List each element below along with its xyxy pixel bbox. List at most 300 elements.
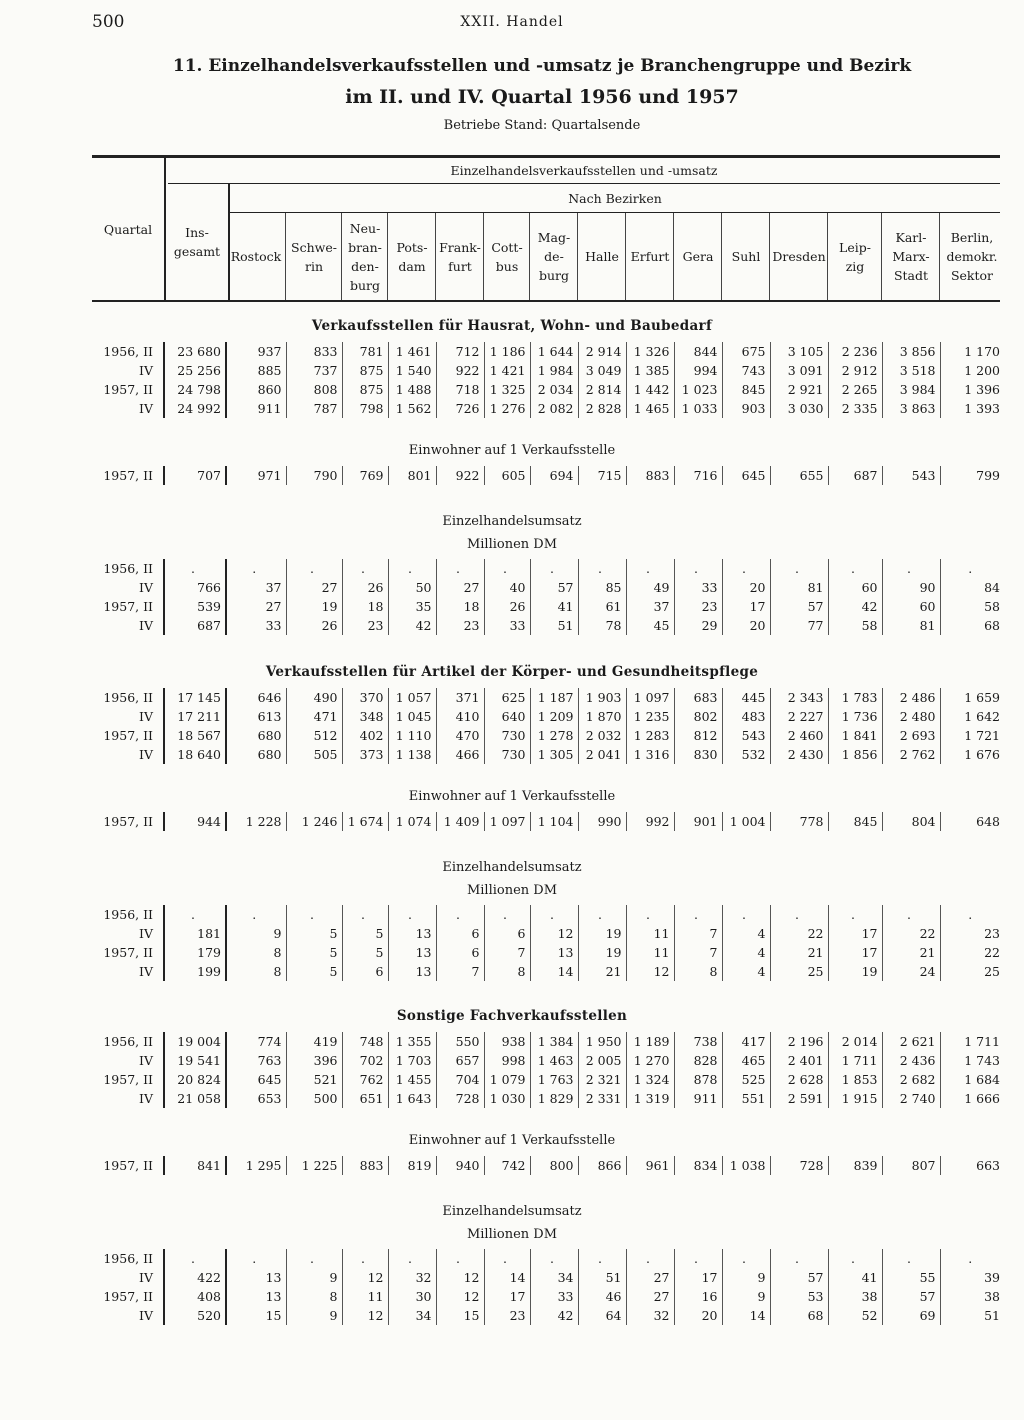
header-col-7: Halle (585, 249, 619, 264)
table-cell: 903 (722, 399, 770, 418)
table-cell: 1 455 (388, 1070, 436, 1089)
table-cell: 2 912 (828, 361, 882, 380)
data-table (92, 1032, 1004, 1108)
table-row (92, 1268, 1004, 1287)
table-cell: 1 829 (530, 1089, 578, 1108)
table-cell: 18 567 (164, 726, 226, 745)
table-cell: 2 196 (770, 1032, 828, 1051)
table-cell: 1 023 (674, 380, 722, 399)
table-row (92, 361, 1004, 380)
table-cell: 12 (436, 1287, 484, 1306)
table-cell: 12 (342, 1306, 388, 1325)
table-cell: . (342, 1249, 388, 1268)
table-cell: 1 385 (626, 361, 674, 380)
table-cell: 828 (674, 1051, 722, 1070)
table-row (92, 688, 1004, 707)
table-cell: 81 (770, 578, 828, 597)
table-row (92, 1032, 1004, 1051)
table-cell: 11 (626, 924, 674, 943)
data-table (92, 1249, 1004, 1325)
umsatz-unit: Millionen DM (466, 537, 558, 552)
table-cell: 1 057 (388, 688, 436, 707)
table-cell: 37 (226, 578, 286, 597)
data-table (92, 905, 1004, 981)
table-cell: 23 (484, 1306, 530, 1325)
table-cell: 875 (342, 361, 388, 380)
table-cell: 2 762 (882, 745, 940, 764)
table-cell: 2 082 (530, 399, 578, 418)
table-cell: 998 (484, 1051, 530, 1070)
table-cell: 702 (342, 1051, 388, 1070)
table-cell: . (882, 905, 940, 924)
table-cell: 875 (342, 380, 388, 399)
table-cell: 9 (722, 1287, 770, 1306)
table-cell: 19 (578, 924, 626, 943)
header-bottom-rule (92, 300, 1000, 302)
row-label: 1957, II (92, 597, 164, 616)
table-row (92, 905, 1004, 924)
table-cell: 33 (674, 578, 722, 597)
row-label: 1957, II (92, 466, 164, 485)
table-cell: 8 (286, 1287, 342, 1306)
header-col-1: Schwe- rin (291, 239, 337, 274)
table-cell: 1 562 (388, 399, 436, 418)
page-number: 500 (92, 12, 125, 32)
table-cell: 5 (342, 924, 388, 943)
table-cell: 26 (286, 616, 342, 635)
table-cell: 804 (882, 812, 940, 831)
table-cell: 42 (828, 597, 882, 616)
table-cell: 12 (530, 924, 578, 943)
data-table (92, 812, 1004, 831)
table-title: 11. Einzelhandelsverkaufsstellen und -umsatz je Branchengruppe und Bezirk (172, 56, 912, 76)
table-cell: . (968, 1251, 973, 1266)
table-row (92, 812, 1004, 831)
table-cell: 3 049 (578, 361, 626, 380)
header-col-9: Gera (682, 249, 714, 264)
table-cell: 2 227 (770, 707, 828, 726)
row-label: 1956, II (92, 559, 164, 578)
table-cell: 3 518 (882, 361, 940, 380)
table-cell: 6 (436, 924, 484, 943)
table-cell: 13 (226, 1287, 286, 1306)
table-cell: 52 (828, 1306, 882, 1325)
row-label: 1956, II (92, 1032, 164, 1051)
table-cell: 17 (484, 1287, 530, 1306)
table-cell: 2 682 (882, 1070, 940, 1089)
table-cell: 1 856 (828, 745, 882, 764)
table-cell: . (770, 905, 828, 924)
table-cell: 1 270 (626, 1051, 674, 1070)
table-cell: 483 (722, 707, 770, 726)
table-cell: 2 335 (828, 399, 882, 418)
data-table (92, 342, 1004, 418)
table-cell: 2 740 (882, 1089, 940, 1108)
table-cell: 1 870 (578, 707, 626, 726)
table-cell: . (342, 559, 388, 578)
table-cell: . (882, 1249, 940, 1268)
table-cell: 808 (286, 380, 342, 399)
table-cell: 1 079 (484, 1070, 530, 1089)
umsatz-label: Einzelhandelsumsatz (442, 1204, 582, 1219)
table-row (92, 726, 1004, 745)
row-label: 1957, II (92, 726, 164, 745)
table-cell: 648 (976, 814, 1000, 829)
table-cell: . (436, 905, 484, 924)
table-cell: 2 914 (578, 342, 626, 361)
row-label: 1957, II (92, 1156, 164, 1175)
table-cell: 2 430 (770, 745, 828, 764)
table-cell: 763 (226, 1051, 286, 1070)
table-cell: 1 915 (828, 1089, 882, 1108)
table-cell: 81 (882, 616, 940, 635)
row-label: IV (92, 578, 164, 597)
table-cell: 645 (226, 1070, 286, 1089)
table-cell: 866 (578, 1156, 626, 1175)
table-cell: 17 (828, 943, 882, 962)
table-cell: 1 228 (226, 812, 286, 831)
table-cell: 12 (342, 1268, 388, 1287)
header-col-4: Frank- furt (439, 239, 481, 274)
table-cell: 505 (286, 745, 342, 764)
table-cell: 6 (436, 943, 484, 962)
table-cell: 715 (578, 466, 626, 485)
table-cell: 13 (388, 943, 436, 962)
table-cell: 655 (770, 466, 828, 485)
table-cell: 762 (342, 1070, 388, 1089)
table-cell: 812 (674, 726, 722, 745)
table-cell: 5 (286, 943, 342, 962)
table-cell: . (342, 905, 388, 924)
table-cell: 24 798 (164, 380, 226, 399)
table-cell: 46 (578, 1287, 626, 1306)
table-cell: 53 (770, 1287, 828, 1306)
table-cell: 990 (578, 812, 626, 831)
table-row (92, 399, 1004, 418)
table-cell: 7 (674, 924, 722, 943)
data-table (92, 466, 1004, 485)
table-row (92, 1287, 1004, 1306)
table-cell: 704 (436, 1070, 484, 1089)
table-cell: 500 (286, 1089, 342, 1108)
table-cell: 23 680 (164, 342, 226, 361)
table-cell: 1 110 (388, 726, 436, 745)
row-label: 1956, II (92, 342, 164, 361)
row-label: 1957, II (92, 380, 164, 399)
table-cell: 68 (984, 618, 1000, 633)
table-cell: 961 (626, 1156, 674, 1175)
table-cell: 23 (342, 616, 388, 635)
table-cell: 58 (984, 599, 1000, 614)
table-cell: 657 (436, 1051, 484, 1070)
table-cell: 18 (436, 597, 484, 616)
table-cell: 199 (164, 962, 226, 981)
header-col-2: Neu- bran- den- burg (348, 220, 382, 293)
row-label: IV (92, 962, 164, 981)
row-label: IV (92, 924, 164, 943)
table-cell: 1 721 (964, 728, 1000, 743)
header-quartal: Quartal (103, 221, 153, 237)
table-cell: 17 211 (164, 707, 226, 726)
table-row (92, 578, 1004, 597)
table-row (92, 1249, 1004, 1268)
table-cell: 60 (828, 578, 882, 597)
table-cell: 445 (722, 688, 770, 707)
table-cell: 5 (286, 924, 342, 943)
table-cell: 9 (286, 1268, 342, 1287)
table-cell: 2 486 (882, 688, 940, 707)
table-cell: 22 (882, 924, 940, 943)
table-cell: 16 (674, 1287, 722, 1306)
table-cell: 2 265 (828, 380, 882, 399)
header-span-bezirke: Nach Bezirken (568, 190, 662, 206)
table-cell: 17 145 (164, 688, 226, 707)
table-cell: 2 005 (578, 1051, 626, 1070)
table-cell: 39 (984, 1270, 1000, 1285)
row-label: 1957, II (92, 1287, 164, 1306)
table-cell: 883 (342, 1156, 388, 1175)
table-cell: . (530, 1249, 578, 1268)
table-cell: 470 (436, 726, 484, 745)
table-row (92, 342, 1004, 361)
table-cell: 543 (882, 466, 940, 485)
table-cell: 730 (484, 745, 530, 764)
table-cell: 34 (530, 1268, 578, 1287)
table-cell: 1 324 (626, 1070, 674, 1089)
table-cell: 787 (286, 399, 342, 418)
table-cell: 1 033 (674, 399, 722, 418)
table-cell: 687 (828, 466, 882, 485)
table-cell: 1 666 (964, 1091, 1000, 1106)
table-cell: 42 (530, 1306, 578, 1325)
table-cell: 19 004 (164, 1032, 226, 1051)
table-row (92, 559, 1004, 578)
table-cell: 6 (484, 924, 530, 943)
table-cell: . (484, 905, 530, 924)
table-cell: 21 058 (164, 1089, 226, 1108)
table-cell: 465 (722, 1051, 770, 1070)
table-title-line2: im II. und IV. Quartal 1956 und 1957 (345, 86, 739, 108)
table-cell: 64 (578, 1306, 626, 1325)
table-cell: 49 (626, 578, 674, 597)
table-cell: . (226, 559, 286, 578)
table-cell: . (436, 1249, 484, 1268)
table-cell: 13 (388, 962, 436, 981)
table-cell: 24 992 (164, 399, 226, 418)
data-table (92, 559, 1004, 635)
table-cell: 27 (226, 597, 286, 616)
table-cell: 20 (722, 578, 770, 597)
table-row (92, 962, 1004, 981)
table-cell: . (882, 559, 940, 578)
table-cell: . (484, 559, 530, 578)
table-cell: . (626, 1249, 674, 1268)
table-cell: 833 (286, 342, 342, 361)
table-cell: . (674, 559, 722, 578)
table-cell: 14 (530, 962, 578, 981)
table-cell: 42 (388, 616, 436, 635)
table-cell: 27 (436, 578, 484, 597)
table-cell: 1 209 (530, 707, 578, 726)
table-cell: 2 034 (530, 380, 578, 399)
header-col-12: Leip- zig (839, 239, 871, 274)
table-cell: . (722, 905, 770, 924)
table-cell: 21 (882, 943, 940, 962)
table-cell: 525 (722, 1070, 770, 1089)
header-span-top: Einzelhandelsverkaufsstellen und -umsatz (450, 163, 718, 178)
table-cell: . (578, 1249, 626, 1268)
table-cell: 1 674 (342, 812, 388, 831)
table-cell: 766 (164, 578, 226, 597)
table-row (92, 745, 1004, 764)
header-col-13: Karl- Marx- Stadt (892, 230, 930, 283)
table-cell: 179 (164, 943, 226, 962)
table-cell: . (388, 559, 436, 578)
table-cell: 613 (226, 707, 286, 726)
table-cell: 798 (342, 399, 388, 418)
table-cell: 651 (342, 1089, 388, 1108)
table-cell: . (286, 559, 342, 578)
table-cell: 13 (226, 1268, 286, 1287)
table-cell: 25 256 (164, 361, 226, 380)
table-cell: 25 (770, 962, 828, 981)
table-cell: 937 (226, 342, 286, 361)
table-cell: 551 (722, 1089, 770, 1108)
header-col-14: Berlin, demokr. Sektor (946, 230, 998, 283)
table-cell: 807 (882, 1156, 940, 1175)
table-cell: 25 (984, 964, 1000, 979)
table-cell: 8 (484, 962, 530, 981)
umsatz-label: Einzelhandelsumsatz (442, 860, 582, 875)
table-cell: 845 (828, 812, 882, 831)
table-cell: 938 (484, 1032, 530, 1051)
table-cell: 1 421 (484, 361, 530, 380)
table-cell: 841 (164, 1156, 226, 1175)
table-cell: 410 (436, 707, 484, 726)
table-cell: 41 (828, 1268, 882, 1287)
row-label: 1957, II (92, 943, 164, 962)
einwohner-label: Einwohner auf 1 Verkaufsstelle (408, 1133, 616, 1148)
table-cell: 901 (674, 812, 722, 831)
table-cell: 520 (164, 1306, 226, 1325)
table-cell: 9 (226, 924, 286, 943)
table-cell: 743 (722, 361, 770, 380)
table-cell: 408 (164, 1287, 226, 1306)
table-cell: 90 (882, 578, 940, 597)
table-cell: 543 (722, 726, 770, 745)
table-cell: 1 319 (626, 1089, 674, 1108)
table-cell: 84 (984, 580, 1000, 595)
table-cell: 8 (674, 962, 722, 981)
table-cell: 802 (674, 707, 722, 726)
table-cell: 1 643 (388, 1089, 436, 1108)
row-label: IV (92, 1051, 164, 1070)
table-cell: . (164, 559, 226, 578)
table-cell: 834 (674, 1156, 722, 1175)
table-cell: . (164, 905, 226, 924)
table-cell: 4 (722, 943, 770, 962)
table-cell: 539 (164, 597, 226, 616)
table-cell: 605 (484, 466, 530, 485)
table-cell: 2 921 (770, 380, 828, 399)
table-cell: . (226, 905, 286, 924)
table-cell: 61 (578, 597, 626, 616)
section-title: Verkaufsstellen für Hausrat, Wohn- und Baubedarf (311, 318, 713, 334)
table-row (92, 616, 1004, 635)
table-cell: 1 853 (828, 1070, 882, 1089)
table-cell: 51 (984, 1308, 1000, 1323)
table-cell: 1 736 (828, 707, 882, 726)
table-cell: 26 (484, 597, 530, 616)
table-cell: 1 186 (484, 342, 530, 361)
table-cell: 2 591 (770, 1089, 828, 1108)
table-cell: 9 (286, 1306, 342, 1325)
table-cell: 471 (286, 707, 342, 726)
row-label: 1957, II (92, 1070, 164, 1089)
table-cell: 1 703 (388, 1051, 436, 1070)
table-cell: 1 644 (530, 342, 578, 361)
table-cell: 11 (626, 943, 674, 962)
row-label: IV (92, 1306, 164, 1325)
table-row (92, 1051, 1004, 1070)
table-cell: 1 030 (484, 1089, 530, 1108)
table-cell: 27 (626, 1287, 674, 1306)
table-cell: . (286, 1249, 342, 1268)
table-cell: 23 (436, 616, 484, 635)
table-cell: 1 138 (388, 745, 436, 764)
table-cell: 640 (484, 707, 530, 726)
table-cell: 1 200 (964, 363, 1000, 378)
table-cell: . (722, 1249, 770, 1268)
table-cell: 646 (226, 688, 286, 707)
table-cell: 1 355 (388, 1032, 436, 1051)
table-cell: 417 (722, 1032, 770, 1051)
table-cell: 396 (286, 1051, 342, 1070)
table-cell: 1 463 (530, 1051, 578, 1070)
table-cell: . (226, 1249, 286, 1268)
einwohner-label: Einwohner auf 1 Verkaufsstelle (408, 789, 616, 804)
table-cell: 1 783 (828, 688, 882, 707)
table-cell: 800 (530, 1156, 578, 1175)
table-cell: 799 (976, 468, 1000, 483)
table-cell: 85 (578, 578, 626, 597)
table-cell: 2 621 (882, 1032, 940, 1051)
table-cell: . (164, 1249, 226, 1268)
header-col-11: Dresden (772, 249, 826, 264)
table-cell: 1 743 (964, 1053, 1000, 1068)
table-cell: . (626, 559, 674, 578)
table-cell: 1 170 (964, 344, 1000, 359)
table-cell: 922 (436, 361, 484, 380)
table-cell: 23 (674, 597, 722, 616)
table-cell: 1 461 (388, 342, 436, 361)
table-cell: 1 276 (484, 399, 530, 418)
table-cell: 1 659 (964, 690, 1000, 705)
chapter-heading: XXII. Handel (460, 14, 564, 30)
table-cell: 348 (342, 707, 388, 726)
table-cell: 14 (484, 1268, 530, 1287)
table-cell: 33 (226, 616, 286, 635)
table-cell: 878 (674, 1070, 722, 1089)
table-cell: 737 (286, 361, 342, 380)
table-cell: 57 (770, 1268, 828, 1287)
table-cell: 370 (342, 688, 388, 707)
table-cell: 35 (388, 597, 436, 616)
table-cell: 78 (578, 616, 626, 635)
table-cell: . (828, 1249, 882, 1268)
table-cell: 3 030 (770, 399, 828, 418)
table-cell: 730 (484, 726, 530, 745)
